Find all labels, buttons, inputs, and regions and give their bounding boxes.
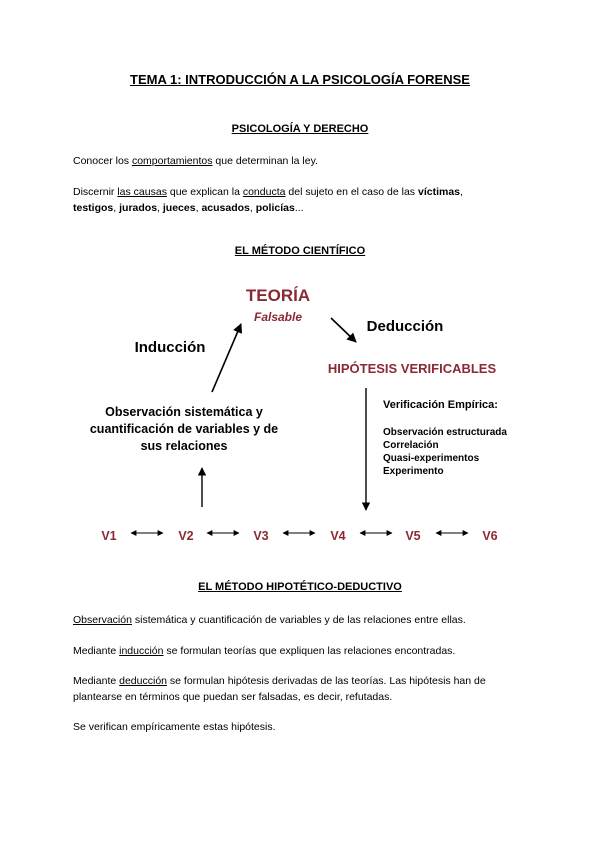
paragraph-induccion: Mediante inducción se formulan teorías que expliquen las relaciones encontradas. xyxy=(73,645,456,657)
variable-v2: V2 xyxy=(178,529,194,543)
deduccion-arrow xyxy=(331,318,356,342)
hipotesis-label: HIPÓTESIS VERIFICABLES xyxy=(327,361,497,376)
observacion-line-1: Observación sistemática y xyxy=(105,405,263,419)
section-heading-metodo-cientifico: EL MÉTODO CIENTÍFICO xyxy=(234,245,366,257)
verificacion-title: Verificación Empírica: xyxy=(383,399,498,411)
variable-v4: V4 xyxy=(330,529,346,543)
verificacion-item-1: Observación estructurada xyxy=(383,427,507,438)
variable-v6: V6 xyxy=(482,529,498,543)
falsable-label: Falsable xyxy=(253,310,303,324)
scientific-method-diagram xyxy=(0,270,600,555)
section-heading-psicologia-derecho: PSICOLOGÍA Y DERECHO xyxy=(231,123,369,135)
verificacion-item-2: Correlación xyxy=(383,440,439,451)
deduccion-label: Deducción xyxy=(366,318,444,335)
teoria-label: TEORÍA xyxy=(245,286,311,305)
paragraph-deduccion: Mediante deducción se formulan hipótesis derivadas de las teorías. Las hipótesis han de plantearse en términos que puedan ser falsadas, es decir, refutadas. xyxy=(73,675,486,703)
observacion-line-2: cuantificación de variables y de xyxy=(89,422,279,436)
paragraph-verificacion: Se verifican empíricamente estas hipótesis. xyxy=(73,721,276,733)
observacion-line-3: sus relaciones xyxy=(140,439,228,453)
induccion-label: Inducción xyxy=(134,339,206,356)
paragraph-observacion: Observación sistemática y cuantificación de variables y de las relaciones entre ellas. xyxy=(73,614,466,626)
variable-v3: V3 xyxy=(253,529,269,543)
variable-v1: V1 xyxy=(101,529,117,543)
page-title: TEMA 1: INTRODUCCIÓN A LA PSICOLOGÍA FORENSE xyxy=(130,72,470,87)
paragraph-comportamientos: Conocer los comportamientos que determinan la ley. xyxy=(73,155,318,167)
verificacion-item-4: Experimento xyxy=(383,466,444,477)
variable-v5: V5 xyxy=(405,529,421,543)
verificacion-item-3: Quasi-experimentos xyxy=(383,453,480,464)
induccion-arrow xyxy=(212,324,241,392)
paragraph-discernir: Discernir las causas que explican la conducta del sujeto en el caso de las víctimas, testigos, jurados, jueces, acusados, policías... xyxy=(73,186,463,214)
section-heading-metodo-hipotetico: EL MÉTODO HIPOTÉTICO-DEDUCTIVO xyxy=(198,581,402,593)
